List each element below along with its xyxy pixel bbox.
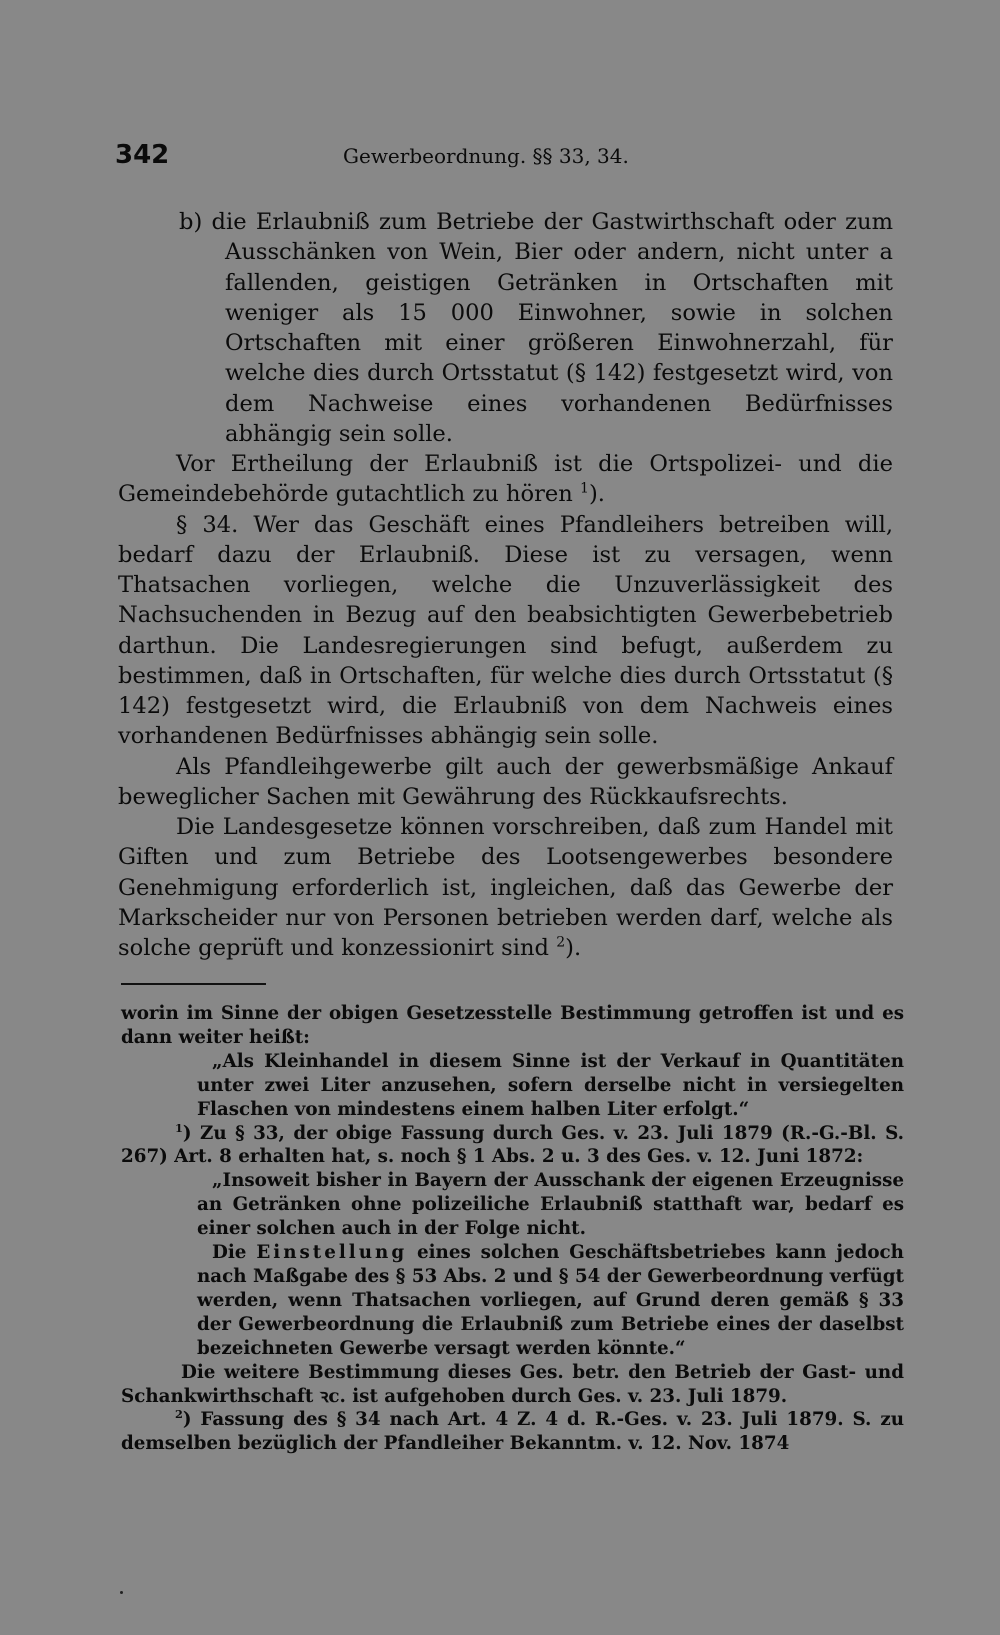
running-title: Gewerbeordnung. §§ 33, 34. [343, 144, 629, 168]
paragraph-section-34: § 34. Wer das Geschäft eines Pfandleihers betreiben will, bedarf dazu der Erlaubniß. Diese ist zu versagen, wenn Thatsachen vorliegen, welche die Unzuverlässigkeit des Nachsuchenden in Bezug auf den beabsichtigten Gewerbebetrieb darthun. Die Landesregierungen sind befugt, außerdem zu bestimmen, daß in Ortschaften, für welche dies durch Ortsstatut (§ 142) festgesetzt wird, die Erlaubniß von dem Nachweis eines vorhandenen Bedürfnisses abhängig sein solle. [118, 511, 893, 750]
footnote-1-text: ) Zu § 33, der obige Fassung durch Ges. v. 23. Juli 1879 (R.-G.-Bl. S. 267) Art. 8 erhalten hat, s. noch § 1 Abs. 2 u. 3 des Ges. v. 12. Juni 1872: [121, 1122, 904, 1168]
paragraph-landesgesetze-text: Die Landesgesetze können vorschreiben, daß zum Handel mit Giften und zum Betriebe des Lootsengewerbes besondere Genehmigung erforderlich ist, ingleichen, daß das Gewerbe der Markscheider nur von Personen betrieben werden darf, welche als solche geprüft und konzessionirt sind [118, 814, 893, 961]
footnote-quote-einstellung-lead: Die [212, 1242, 247, 1264]
paragraph-ertheilung-text: Vor Ertheilung der Erlaubniß ist die Ortspolizei- und die Gemeindebehörde gutachtlich zu hören [118, 451, 893, 508]
page-header [115, 140, 655, 180]
footnote-separator [121, 983, 266, 985]
footnotes [121, 1002, 904, 1456]
scan-speck [120, 1591, 123, 1594]
footnote-1-marker: 1 [175, 1120, 183, 1135]
paragraph-ertheilung [118, 449, 893, 510]
footnote-reference-1-close: ). [588, 481, 605, 508]
footnote-2-marker: 2 [175, 1407, 183, 1422]
footnote-reference-1: 1 [580, 480, 589, 497]
footnote-quote-einstellung-text: eines solchen Geschäftsbetriebes kann jedoch nach Maßgabe des § 53 Abs. 2 und § 54 der Gewerbeordnung verfügt werden, wenn Thatsachen vorliegen, auf Grund deren gemäß § 33 der Gewerbeordnung die Erlaubniß zum Betriebe eines der daselbst bezeichneten Gewerbe versagt werden könnte.“ [197, 1242, 904, 1359]
paragraph-pfandleihgewerbe: Als Pfandleihgewerbe gilt auch der gewerbsmäßige Ankauf beweglicher Sachen mit Gewährung des Rückkaufsrechts. [118, 753, 893, 810]
paragraph-landesgesetze [118, 812, 893, 963]
main-text [118, 207, 893, 963]
paragraph-item-b: b) die Erlaubniß zum Betriebe der Gastwirthschaft oder zum Ausschänken von Wein, Bier oder andern, nicht unter a fallenden, geistigen Getränken in Ortschaften mit weniger als 15 000 Einwohner, sowie in solchen Ortschaften mit einer größeren Einwohnerzahl, für welche dies durch Ortsstatut (§ 142) festgesetzt wird, von dem Nachweise eines vorhandenen Bedürfnisses abhängig sein solle. [179, 209, 893, 447]
footnote-reference-2-close: ). [565, 935, 582, 961]
page-number: 342 [115, 140, 170, 170]
footnote-quote-bayern: „Insoweit bisher in Bayern der Ausschank der eigenen Erzeugnisse an Getränken ohne polizeiliche Erlaubniß statthaft war, bedarf es einer solchen auch in der Folge nicht. [197, 1170, 904, 1240]
footnote-quote-kleinhandel: „Als Kleinhandel in diesem Sinne ist der Verkauf in Quantitäten unter zwei Liter anzusehen, sofern derselbe nicht in versiegelten Flaschen von mindestens einem halben Liter erfolgt.“ [197, 1050, 904, 1120]
footnote-quote-einstellung [121, 1241, 904, 1361]
footnote-2-text: ) Fassung des § 34 nach Art. 4 Z. 4 d. R.-Ges. v. 23. Juli 1879. S. zu demselben bezüglich der Pfandleiher Bekanntm. v. 12. Nov. 1874 [121, 1409, 904, 1455]
footnote-further-provision: Die weitere Bestimmung dieses Ges. betr. den Betrieb der Gast- und Schankwirthschaft ꝛc. ist aufgehoben durch Ges. v. 23. Juli 1879. [121, 1361, 904, 1407]
footnote-continuation: worin im Sinne der obigen Gesetzesstelle Bestimmung getroffen ist und es dann weiter heißt: [121, 1003, 904, 1048]
footnote-2 [121, 1408, 904, 1456]
footnote-1 [121, 1122, 904, 1170]
footnote-reference-2: 2 [556, 934, 566, 951]
footnote-quote-einstellung-emphasis: Einstellung [256, 1242, 408, 1264]
